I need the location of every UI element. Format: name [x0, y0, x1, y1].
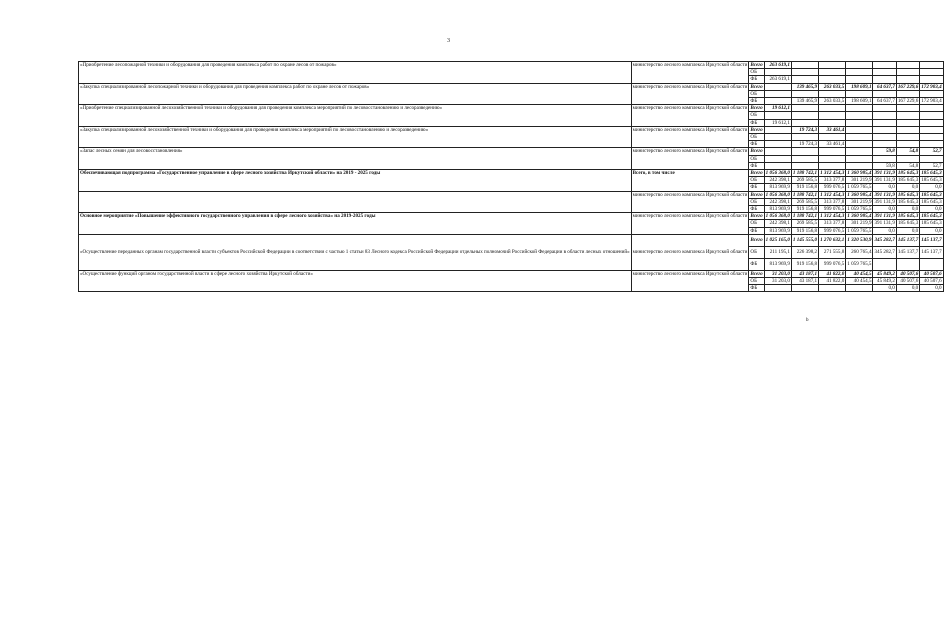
amount-cell: 41 822,0	[819, 270, 846, 277]
amount-cell	[846, 69, 873, 76]
amount-cell: 41 822,0	[819, 278, 846, 285]
amount-cell	[920, 69, 943, 76]
funding-source-cell: ОБ	[749, 155, 764, 162]
table-row	[79, 105, 944, 112]
amount-cell	[819, 76, 846, 83]
amount-cell: 271 555,8	[819, 246, 846, 258]
amount-cell: 1 188 742,1	[792, 170, 818, 177]
amount-cell: 40 507,6	[896, 270, 919, 277]
amount-cell	[819, 119, 846, 126]
amount-cell: 139 465,9	[791, 83, 818, 90]
amount-cell	[920, 126, 943, 133]
amount-cell	[819, 112, 846, 119]
responsible-cell: министерство лесного комплекса Иркутской области	[631, 270, 749, 292]
responsible-cell: министерство лесного комплекса Иркутской области	[631, 62, 749, 84]
amount-cell: 185 645,3	[897, 198, 919, 205]
amount-cell: 999 076,5	[819, 258, 846, 270]
funding-source-cell: Всего	[750, 62, 763, 68]
amount-cell	[791, 76, 818, 83]
table-row	[79, 148, 944, 155]
funding-source-cell: ФБ	[749, 119, 764, 126]
amount-cell: 1 188 742,1	[792, 213, 818, 220]
amount-cell	[873, 155, 896, 162]
amount-cell: 813 969,9	[764, 258, 791, 270]
amount-cell: 43 187,1	[791, 270, 818, 277]
table-row	[79, 126, 944, 133]
amount-cell	[764, 134, 791, 141]
amount-cell: 0,0	[873, 285, 896, 292]
amount-cell: 31 203,0	[764, 278, 791, 285]
amount-cell: 1 312 454,3	[820, 170, 845, 177]
amount-cell: 1 056 368,0	[765, 191, 790, 198]
amount-cell	[896, 119, 919, 126]
amount-cell: 999 076,5	[819, 206, 846, 213]
amount-cell	[873, 112, 896, 119]
amount-cell	[896, 90, 919, 97]
amount-cell: 0,0	[896, 184, 919, 191]
amount-cell	[873, 141, 896, 148]
funding-source-cell: Всего	[750, 105, 763, 112]
amount-cell	[764, 155, 791, 162]
amount-cell: 242 398,1	[764, 177, 791, 184]
amount-cell	[920, 62, 943, 69]
amount-cell	[819, 62, 846, 69]
amount-cell: 1 312 454,3	[820, 213, 845, 220]
table-row	[79, 270, 944, 277]
amount-cell: 301 219,9	[846, 198, 873, 205]
amount-cell: 185 645,3	[897, 220, 919, 227]
amount-cell: 1 270 632,1	[819, 234, 846, 246]
amount-cell: 919 156,8	[791, 206, 818, 213]
funding-source-cell: ФБ	[749, 206, 764, 213]
amount-cell	[819, 134, 846, 141]
funding-source-cell: Всего	[750, 170, 763, 177]
responsible-cell: министерство лесного комплекса Иркутской области	[631, 213, 749, 235]
amount-cell: 301 219,9	[846, 177, 873, 184]
amount-cell: 40 507,6	[920, 270, 943, 277]
amount-cell: 263 033,5	[819, 98, 846, 105]
funding-source-cell: Всего	[750, 148, 763, 155]
amount-cell: 0,0	[920, 227, 943, 234]
responsible-cell: министерство лесного комплекса Иркутской области	[631, 83, 749, 105]
activity-name-cell	[79, 191, 632, 213]
amount-cell: 999 076,5	[819, 227, 846, 234]
activity-name-cell: «Осуществление переданных органам государственной власти субъектов Российской Федерации в соответствии с частью 1 статьи 83 Лесного кодекса Российской Федерации отдельных полномочий Российской Федерации в области лесных отношений»	[79, 234, 632, 270]
amount-cell: 813 969,9	[764, 184, 791, 191]
funding-source-cell: ФБ	[749, 285, 764, 292]
amount-cell: 391 131,9	[874, 177, 895, 184]
amount-cell: 0,0	[896, 227, 919, 234]
amount-cell: 269 585,5	[791, 198, 818, 205]
amount-cell: 242 398,1	[764, 198, 791, 205]
amount-cell	[873, 76, 896, 83]
responsible-cell: министерство лесного комплекса Иркутской области	[631, 148, 749, 170]
amount-cell: 145 137,7	[920, 234, 943, 246]
funding-source-cell: ОБ	[749, 198, 764, 205]
funding-source-cell: ФБ	[749, 98, 764, 105]
amount-cell: 59,8	[873, 148, 896, 155]
amount-cell: 1 360 985,4	[847, 213, 872, 220]
amount-cell: 52,7	[920, 162, 943, 169]
amount-cell	[846, 119, 873, 126]
amount-cell: 1 320 530,9	[846, 234, 873, 246]
amount-cell: 1 059 765,5	[846, 258, 873, 270]
amount-cell	[920, 134, 943, 141]
amount-cell: 260 765,4	[846, 246, 873, 258]
amount-cell	[846, 76, 873, 83]
amount-cell: 1 059 765,5	[847, 184, 872, 191]
amount-cell	[819, 162, 846, 169]
responsible-cell: Всего, в том числе	[631, 170, 749, 192]
amount-cell: 919 156,8	[791, 184, 818, 191]
amount-cell	[764, 141, 791, 148]
funding-source-cell: ФБ	[749, 227, 764, 234]
amount-cell: 0,0	[896, 285, 919, 292]
amount-cell: 1 360 985,4	[847, 191, 872, 198]
amount-cell: 19 612,1	[764, 105, 791, 112]
amount-cell: 54,8	[896, 148, 919, 155]
amount-cell	[764, 98, 791, 105]
amount-cell: 313 377,8	[819, 220, 846, 227]
amount-cell	[791, 112, 818, 119]
amount-cell	[764, 90, 791, 97]
amount-cell: 0,0	[896, 206, 919, 213]
amount-cell	[846, 141, 873, 148]
amount-cell: 64 637,7	[873, 98, 896, 105]
amount-cell: 391 131,9	[874, 198, 895, 205]
amount-cell: 172 903,4	[921, 98, 942, 105]
amount-cell	[920, 90, 943, 97]
amount-cell: 45 849,2	[873, 270, 896, 277]
amount-cell	[764, 162, 791, 169]
amount-cell: 19 724,3	[791, 126, 818, 133]
responsible-cell: министерство лесного комплекса Иркутской области	[631, 234, 749, 270]
amount-cell: 313 377,8	[819, 198, 846, 205]
amount-cell: 185 645,3	[921, 220, 942, 227]
amount-cell	[791, 62, 818, 69]
amount-cell: 301 219,9	[846, 220, 873, 227]
amount-cell: 226 398,2	[791, 246, 818, 258]
amount-cell: 1 059 765,5	[847, 227, 872, 234]
amount-cell: 40 507,6	[920, 278, 943, 285]
activity-name-cell: «Закупка специализированной лесопожарной техники и оборудования для проведения комплекса работ по охране лесов от пожаров»	[79, 83, 632, 105]
amount-cell	[819, 285, 846, 292]
funding-source-cell: ОБ	[749, 112, 764, 119]
amount-cell	[846, 285, 873, 292]
amount-cell	[791, 285, 818, 292]
amount-cell: 185 645,3	[921, 170, 942, 177]
amount-cell	[896, 258, 919, 270]
amount-cell: 185 645,3	[897, 213, 919, 220]
funding-source-cell: Всего	[750, 213, 763, 220]
amount-cell	[873, 62, 896, 69]
amount-cell	[846, 148, 873, 155]
amount-cell	[920, 119, 943, 126]
amount-cell: 198 609,1	[846, 83, 873, 90]
amount-cell	[764, 112, 791, 119]
amount-cell: 167 229,6	[897, 83, 919, 90]
amount-cell: 185 645,3	[897, 191, 919, 198]
amount-cell	[896, 69, 919, 76]
amount-cell: 1 145 555,0	[791, 234, 818, 246]
amount-cell: 391 131,9	[874, 191, 895, 198]
amount-cell	[846, 155, 873, 162]
amount-cell: 391 131,9	[874, 170, 895, 177]
amount-cell: 185 645,3	[921, 198, 942, 205]
funding-source-cell: ФБ	[749, 76, 764, 83]
amount-cell	[846, 134, 873, 141]
activity-name-cell: Основное мероприятие «Повышение эффективного государственного управления в сфере лесного хозяйства» на 2019-2025 годы	[79, 213, 632, 235]
amount-cell: 145 137,7	[920, 246, 943, 258]
amount-cell	[819, 105, 846, 112]
amount-cell: 33 461,4	[819, 126, 846, 133]
amount-cell	[819, 148, 846, 155]
amount-cell: 167 229,6	[897, 98, 919, 105]
funding-source-cell: Всего	[750, 126, 763, 133]
amount-cell	[873, 105, 896, 112]
amount-cell: 31 203,0	[764, 270, 791, 277]
amount-cell: 145 137,7	[896, 234, 919, 246]
amount-cell: 0,0	[920, 184, 943, 191]
amount-cell	[920, 258, 943, 270]
amount-cell: 19 612,1	[764, 119, 791, 126]
table-row	[79, 83, 944, 90]
amount-cell: 263 619,1	[764, 76, 791, 83]
funding-source-cell: Всего	[750, 191, 763, 198]
amount-cell	[819, 69, 846, 76]
amount-cell: 0,0	[873, 227, 896, 234]
amount-cell: 59,8	[873, 162, 896, 169]
amount-cell: 345 282,7	[873, 234, 896, 246]
amount-cell: 391 131,9	[874, 220, 895, 227]
amount-cell	[873, 119, 896, 126]
amount-cell: 919 156,8	[791, 227, 818, 234]
amount-cell: 185 645,3	[897, 170, 919, 177]
amount-cell	[896, 141, 919, 148]
amount-cell: 54,8	[896, 162, 919, 169]
amount-cell	[764, 126, 791, 133]
amount-cell: 19 724,3	[791, 141, 818, 148]
amount-cell: 0,0	[873, 206, 896, 213]
responsible-cell: министерство лесного комплекса Иркутской области	[631, 105, 749, 127]
amount-cell: 1 056 368,0	[765, 213, 790, 220]
amount-cell	[846, 62, 873, 69]
amount-cell: 185 645,3	[897, 177, 919, 184]
amount-cell: 45 849,2	[873, 278, 896, 285]
amount-cell	[819, 90, 846, 97]
activity-name-cell: «Осуществление функций органом государственной власти в сфере лесного хозяйства Иркутской области»	[79, 270, 632, 292]
amount-cell: 64 637,7	[873, 83, 896, 90]
funding-source-cell: Всего	[750, 270, 763, 277]
responsible-cell: министерство лесного комплекса Иркутской области	[631, 191, 749, 213]
amount-cell: 145 137,7	[896, 246, 919, 258]
amount-cell: 198 609,1	[846, 98, 873, 105]
activity-name-cell: «Закупка специализированной лесохозяйственной техники и оборудования для проведения комплекса мероприятий по лесовосстановлению и лесоразведению»	[79, 126, 632, 148]
amount-cell	[873, 126, 896, 133]
amount-cell: 185 645,3	[921, 191, 942, 198]
amount-cell: 391 131,9	[874, 213, 895, 220]
amount-cell: 1 056 368,0	[765, 170, 790, 177]
amount-cell	[873, 69, 896, 76]
amount-cell: 269 585,5	[791, 220, 818, 227]
funding-source-cell: ФБ	[749, 141, 764, 148]
table-row	[79, 213, 944, 220]
amount-cell: 1 312 454,3	[820, 191, 845, 198]
activity-name-cell: Обеспечивающая подпрограмма «Государственное управление в сфере лесного хозяйства Иркутской области» на 2019 - 2025 годы	[79, 170, 632, 192]
funding-source-cell: Всего	[749, 234, 764, 246]
amount-cell	[764, 148, 791, 155]
amount-cell	[920, 105, 943, 112]
amount-cell	[846, 105, 873, 112]
amount-cell	[896, 134, 919, 141]
amount-cell	[896, 112, 919, 119]
amount-cell	[791, 119, 818, 126]
amount-cell: 0,0	[873, 184, 896, 191]
amount-cell: 919 156,8	[791, 258, 818, 270]
amount-cell: 1 025 165,0	[764, 234, 791, 246]
funding-source-cell: ФБ	[749, 258, 764, 270]
amount-cell	[873, 134, 896, 141]
funding-source-cell: ОБ	[749, 90, 764, 97]
amount-cell	[896, 62, 919, 69]
amount-cell: 1 188 742,1	[792, 191, 818, 198]
amount-cell	[791, 134, 818, 141]
amount-cell: 40 454,5	[846, 270, 873, 277]
amount-cell: 40 507,6	[896, 278, 919, 285]
amount-cell	[920, 155, 943, 162]
page-number: 3	[447, 38, 450, 44]
amount-cell: 813 969,9	[764, 206, 791, 213]
amount-cell	[791, 69, 818, 76]
amount-cell: 43 187,1	[791, 278, 818, 285]
amount-cell: 0,0	[920, 206, 943, 213]
amount-cell	[764, 69, 791, 76]
table-row	[79, 62, 944, 69]
table-row	[79, 191, 944, 198]
amount-cell: 1 059 765,5	[847, 206, 872, 213]
amount-cell	[764, 285, 791, 292]
amount-cell	[920, 141, 943, 148]
activity-name-cell: «Приобретение лесопожарной техники и оборудования для проведения комплекса работ по охране лесов от пожаров»	[79, 62, 632, 84]
amount-cell: 263 033,5	[819, 83, 846, 90]
amount-cell	[791, 155, 818, 162]
amount-cell: 263 619,1	[764, 62, 791, 69]
amount-cell	[896, 105, 919, 112]
table-row	[79, 170, 944, 177]
amount-cell	[920, 112, 943, 119]
amount-cell	[896, 126, 919, 133]
amount-cell: 52,7	[920, 148, 943, 155]
amount-cell	[764, 83, 791, 90]
amount-cell: 345 282,7	[873, 246, 896, 258]
budget-table	[78, 61, 944, 292]
responsible-cell: министерство лесного комплекса Иркутской области	[631, 126, 749, 148]
table-row	[79, 234, 944, 246]
amount-cell	[873, 258, 896, 270]
funding-source-cell: ОБ	[749, 134, 764, 141]
amount-cell	[846, 112, 873, 119]
table-body	[79, 62, 944, 292]
amount-cell: 0,0	[920, 285, 943, 292]
amount-cell	[791, 162, 818, 169]
amount-cell	[873, 90, 896, 97]
corner-mark: b	[806, 318, 809, 323]
amount-cell: 172 903,4	[921, 83, 942, 90]
funding-source-cell: ФБ	[749, 184, 764, 191]
amount-cell: 185 645,3	[921, 177, 942, 184]
amount-cell	[791, 90, 818, 97]
amount-cell	[791, 148, 818, 155]
funding-source-cell: ОБ	[749, 278, 764, 285]
amount-cell: 33 461,4	[819, 141, 846, 148]
amount-cell: 313 377,8	[819, 177, 846, 184]
amount-cell	[896, 155, 919, 162]
amount-cell: 813 969,9	[764, 227, 791, 234]
amount-cell	[846, 126, 873, 133]
funding-source-cell: ОБ	[749, 177, 764, 184]
amount-cell	[791, 105, 818, 112]
funding-source-cell: Всего	[750, 83, 763, 90]
amount-cell: 40 454,5	[846, 278, 873, 285]
amount-cell: 139 465,9	[791, 98, 818, 105]
amount-cell	[896, 76, 919, 83]
funding-source-cell: ОБ	[749, 246, 764, 258]
amount-cell: 211 195,1	[764, 246, 791, 258]
amount-cell	[920, 76, 943, 83]
amount-cell: 242 398,1	[764, 220, 791, 227]
activity-name-cell: «Запас лесных семян для лесовосстановления»	[79, 148, 632, 170]
amount-cell: 269 585,5	[791, 177, 818, 184]
amount-cell: 999 076,5	[819, 184, 846, 191]
amount-cell: 1 360 985,4	[847, 170, 872, 177]
amount-cell: 185 645,3	[921, 213, 942, 220]
activity-name-cell: «Приобретение специализированной лесохозяйственной техники и оборудования для проведения комплекса мероприятий по лесовосстановлению и лесоразведению»	[79, 105, 632, 127]
amount-cell	[846, 162, 873, 169]
amount-cell	[819, 155, 846, 162]
funding-source-cell: ОБ	[749, 69, 764, 76]
funding-source-cell: ФБ	[749, 162, 764, 169]
amount-cell	[846, 90, 873, 97]
funding-source-cell: ОБ	[749, 220, 764, 227]
